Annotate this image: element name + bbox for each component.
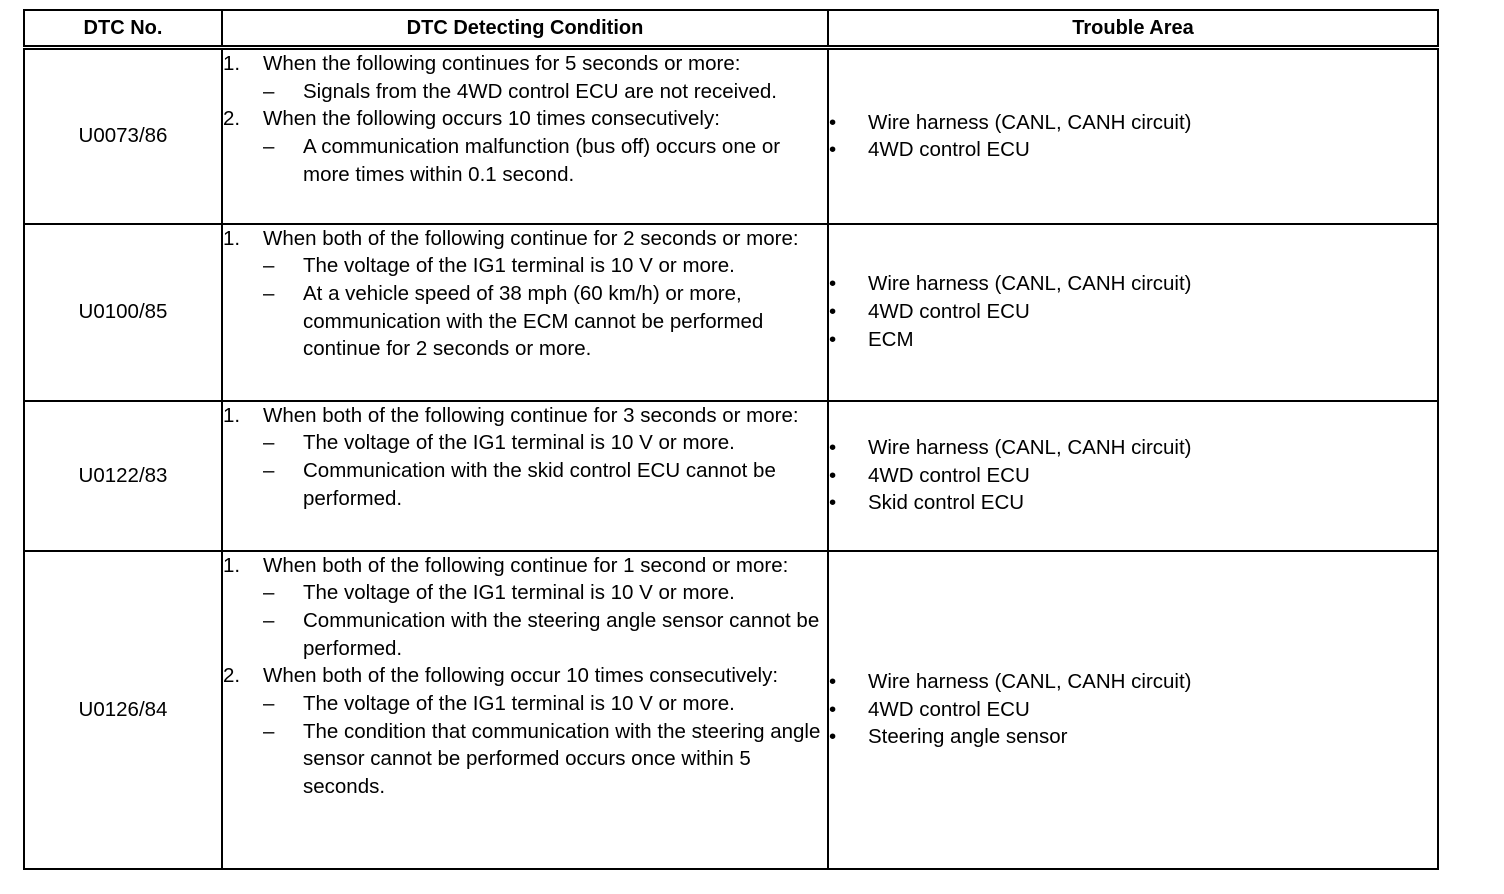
trouble-area-text: Wire harness (CANL, CANH circuit) [868,435,1192,459]
dtc-code: U0126/84 [24,551,222,869]
bullet-marker: • [829,300,837,324]
condition-item [223,50,827,78]
condition-item [223,105,827,133]
sub-condition-text: Signals from the 4WD control ECU are not received. [303,79,777,103]
trouble-area-item [829,109,1437,137]
sub-condition-text: The voltage of the IG1 terminal is 10 V or more. [303,254,735,278]
trouble-area-text: 4WD control ECU [868,138,1030,162]
detecting-condition-cell [222,401,828,551]
condition-number: 2. [223,107,241,131]
sub-condition-text: The voltage of the IG1 terminal is 10 V or more. [303,431,735,455]
dtc-table [23,9,1439,870]
table-row [24,401,1438,551]
sub-condition-text: A communication malfunction (bus off) occurs one or more times within 0.1 second. [303,135,781,186]
table-row [24,48,1438,224]
trouble-area-item [829,136,1437,164]
bullet-marker: • [829,272,837,296]
trouble-area-text: Steering angle sensor [868,725,1068,749]
dash-marker: – [263,281,275,305]
dtc-code: U0073/86 [24,48,222,224]
condition-item [223,402,827,430]
detecting-condition-cell [222,48,828,224]
bullet-marker: • [829,435,837,459]
table-row [24,224,1438,401]
trouble-area-cell [828,224,1438,401]
bullet-marker: • [829,697,837,721]
condition-number: 1. [223,52,241,75]
trouble-area-item [829,696,1437,724]
trouble-area-cell [828,551,1438,869]
trouble-area-text: 4WD control ECU [868,300,1030,324]
condition-text: When the following continues for 5 seconds or more: [263,52,741,75]
sub-condition [223,718,827,801]
sub-condition [223,280,827,363]
condition-item [223,662,827,690]
trouble-area-text: ECM [868,327,914,351]
dash-marker: – [263,135,275,159]
condition-item [223,225,827,253]
sub-condition-text: The voltage of the IG1 terminal is 10 V or more. [303,581,735,605]
bullet-marker: • [829,110,837,134]
dtc-code: U0100/85 [24,224,222,401]
detecting-condition-cell [222,551,828,869]
sub-condition [223,133,827,188]
sub-condition-text: Communication with the skid control ECU cannot be performed. [303,458,776,510]
bullet-marker: • [829,491,837,515]
condition-text: When both of the following continue for 1 second or more: [263,553,789,577]
condition-text: When both of the following occur 10 times consecutively: [263,664,779,688]
bullet-marker: • [829,463,837,487]
trouble-area-text: 4WD control ECU [868,697,1030,721]
trouble-area-item [829,668,1437,696]
dash-marker: – [263,608,275,632]
detecting-condition-cell [222,224,828,401]
trouble-area-item [829,298,1437,326]
sub-condition [223,457,827,512]
bullet-marker: • [829,725,837,749]
sub-condition-text: The voltage of the IG1 terminal is 10 V or more. [303,692,735,716]
dash-marker: – [263,458,275,482]
trouble-area-item [829,434,1437,462]
header-row [24,10,1438,48]
sub-condition [223,252,827,280]
condition-number: 1. [223,226,241,250]
dash-marker: – [263,719,275,743]
trouble-area-cell [828,48,1438,224]
header-dtc-no: DTC No. [24,10,222,48]
condition-text: When both of the following continue for 3 seconds or more: [263,403,799,427]
dash-marker: – [263,254,275,278]
condition-text: When the following occurs 10 times consecutively: [263,107,720,131]
trouble-area-text: 4WD control ECU [868,463,1030,487]
condition-number: 1. [223,403,241,427]
trouble-area-cell [828,401,1438,551]
dash-marker: – [263,581,275,605]
header-condition: DTC Detecting Condition [222,10,828,48]
trouble-area-text: Wire harness (CANL, CANH circuit) [868,272,1192,296]
condition-number: 1. [223,553,241,577]
trouble-area-text: Wire harness (CANL, CANH circuit) [868,669,1192,693]
trouble-area-text: Skid control ECU [868,491,1025,515]
trouble-area-item [829,723,1437,751]
dash-marker: – [263,692,275,716]
dtc-code: U0122/83 [24,401,222,551]
trouble-area-text: Wire harness (CANL, CANH circuit) [868,110,1192,134]
trouble-area-item [829,489,1437,517]
sub-condition-text: Communication with the steering angle sensor cannot be performed. [303,608,820,660]
sub-condition [223,690,827,718]
sub-condition [223,579,827,607]
condition-number: 2. [223,664,241,688]
dash-marker: – [263,431,275,455]
trouble-area-item [829,462,1437,490]
trouble-area-item [829,326,1437,354]
bullet-marker: • [829,327,837,351]
trouble-area-item [829,270,1437,298]
table-row [24,551,1438,869]
sub-condition-text: At a vehicle speed of 38 mph (60 km/h) or more, communication with the ECM cannot be performed continue for 2 seconds or more. [303,281,764,361]
sub-condition [223,78,827,106]
dash-marker: – [263,79,275,103]
bullet-marker: • [829,669,837,693]
sub-condition [223,429,827,457]
sub-condition [223,607,827,662]
condition-item [223,552,827,580]
header-trouble-area: Trouble Area [828,10,1438,48]
sub-condition-text: The condition that communication with the steering angle sensor cannot be performed occurs once within 5 seconds. [303,719,821,799]
bullet-marker: • [829,138,837,162]
condition-text: When both of the following continue for 2 seconds or more: [263,226,799,250]
